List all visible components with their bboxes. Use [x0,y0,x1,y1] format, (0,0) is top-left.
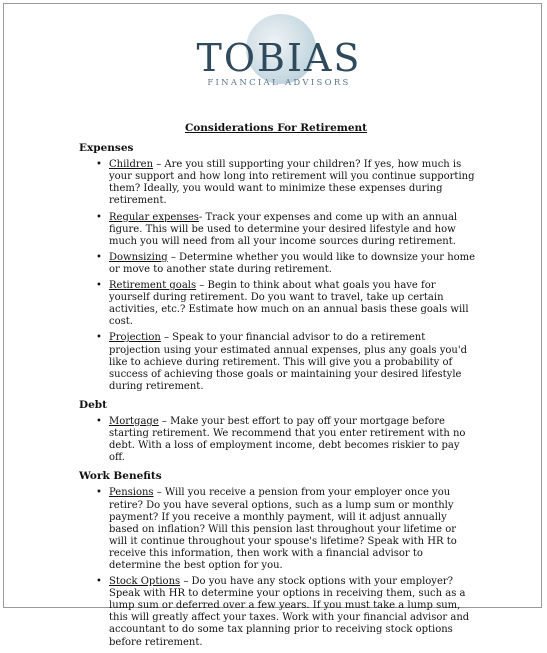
logo-tagline: FINANCIAL ADVISORS [207,78,351,88]
section-heading-expenses: Expenses [79,142,134,155]
list-item [109,280,476,328]
list-item-text: - Track your expenses and come up with an annual figure. This will be used to determine your desired lifestyle and how much you will need from all your income sources during retirement. [109,211,458,247]
list-item [109,159,476,207]
list-item-term: Downsizing [109,251,168,263]
document-title: Considerations For Retirement [184,122,368,134]
expenses-list [76,159,476,393]
list-item-term: Regular expenses [109,211,199,223]
company-logo [194,12,364,102]
document-body [76,122,476,653]
section-heading-work-benefits: Work Benefits [79,470,162,483]
debt-list [76,416,476,464]
list-item-text: – Begin to think about what goals you have for yourself during retirement. Do you want to travel, take up certain activities, etc.? Estimate how much on an annual basis these goals will cost. [109,280,469,328]
list-item-text: – Speak to your financial advisor to do a retirement projection using your estimated annual expenses, plus any goals you'd like to achieve during retirement. This will give you a probability of success of achieving those goals or maintaining your desired lifestyle during retirement. [109,332,467,392]
list-item [109,416,476,464]
list-item [109,252,476,276]
list-item-text: – Will you receive a pension from your employer once you retire? Do you have several options, such as a lump sum or monthly payment? If you receive a monthly payment, will it adjust annually based on inflation? Will this pension last throughout your lifetime or will it continue throughout your spouse's lifetime? Speak with HR to receive this information, then work with a financial advisor to determine the best option for you. [109,487,457,571]
list-item-term: Pensions [109,487,154,499]
list-item [109,332,476,392]
list-item-text: – Make your best effort to pay off your mortgage before starting retirement. We recommend that you enter retirement with no debt. With a loss of employment income, debt becomes riskier to pay off. [109,415,466,464]
logo-name: TOBIAS [196,36,362,80]
list-item-text: – Are you still supporting your children? If yes, how much is your support and how long into retirement will you continue supporting them? Ideally, you would want to minimize these expenses during retirement. [109,159,475,207]
list-item-text: – Do you have any stock options with your employer? Speak with HR to determine your options in receiving them, such as a lump sum or deferred over a few years. If you must take a lump sum, this will greatly affect your taxes. Work with your financial advisor and accountant to do some tax planning prior to receiving stock options before retirement. [109,576,470,648]
work-benefits-list [76,487,476,648]
list-item [109,487,476,572]
list-item-term: Mortgage [109,415,159,427]
list-item-term: Retirement goals [109,280,197,292]
document-page [3,3,542,648]
list-item-term: Children [109,159,154,171]
list-item [109,212,476,248]
section-heading-debt: Debt [79,398,107,411]
list-item-term: Projection [109,332,161,344]
list-item-text: – Determine whether you would like to downsize your home or move to another state during retirement. [109,251,476,275]
list-item [109,576,476,649]
list-item-term: Stock Options [109,576,181,588]
